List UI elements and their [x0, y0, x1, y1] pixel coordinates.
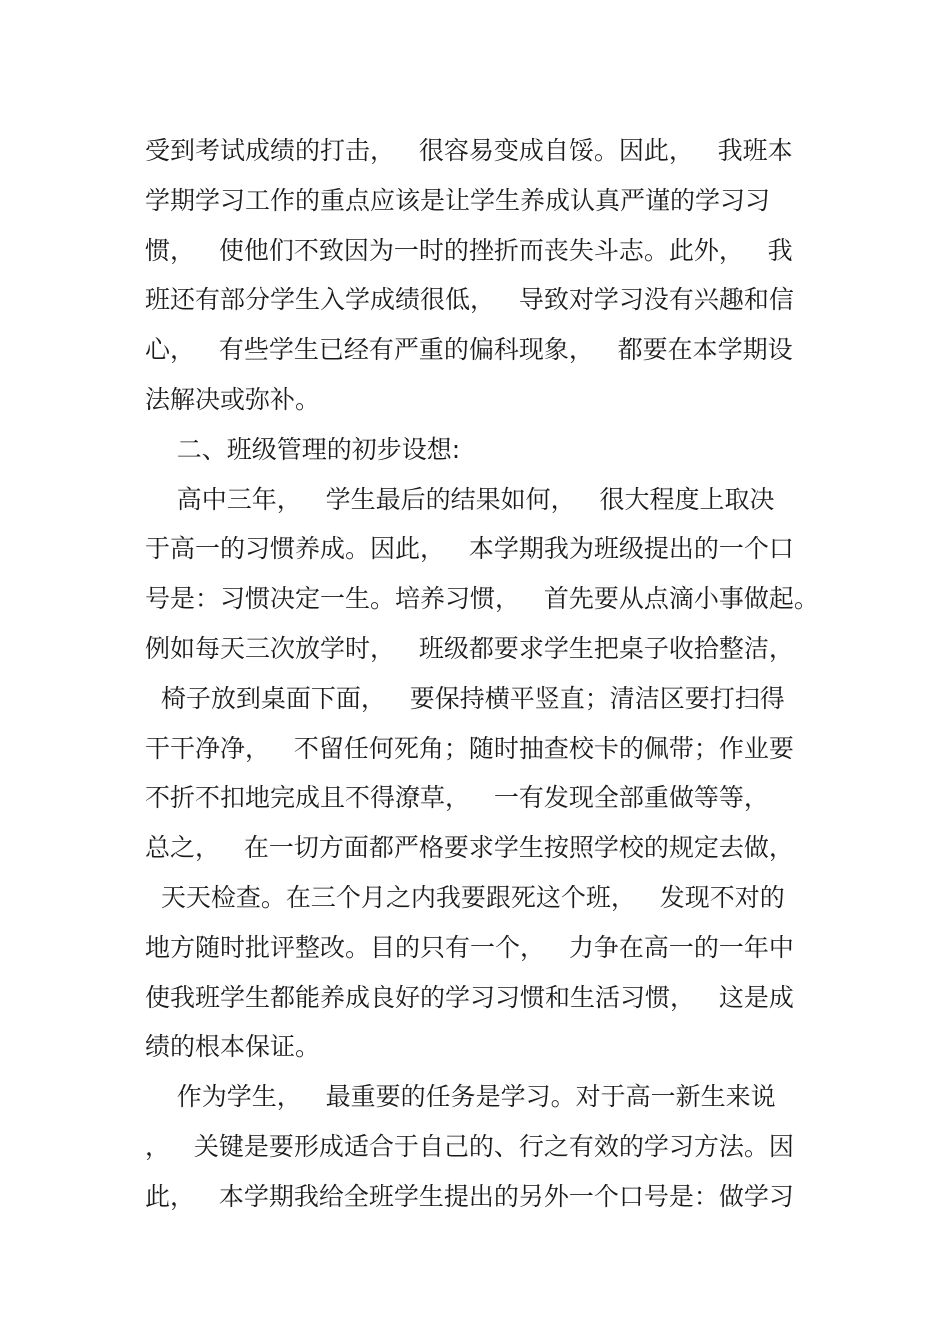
text-line: 天天检查。在三个月之内我要跟死这个班， 发现不对的	[145, 882, 785, 912]
text-line: 此， 本学期我给全班学生提出的另外一个口号是：做学习	[145, 1181, 794, 1211]
document-body	[145, 126, 825, 1222]
text-line: 心， 有些学生已经有严重的偏科现象， 都要在本学期设	[145, 335, 793, 365]
text-line: 总之， 在一切方面都严格要求学生按照学校的规定去做，	[145, 833, 794, 863]
text-line: 干干净净， 不留任何死角；随时抽查校卡的佩带；作业要	[145, 733, 794, 763]
text-line: 法解决或弥补。	[145, 384, 321, 414]
text-line: 例如每天三次放学时， 班级都要求学生把桌子收拾整洁，	[145, 633, 794, 663]
text-line: 绩的根本保证。	[145, 1032, 321, 1062]
text-line: 使我班学生都能养成良好的学习习惯和生活习惯， 这是成	[145, 982, 794, 1012]
text-line: 不折不扣地完成且不得潦草， 一有发现全部重做等等，	[145, 783, 769, 813]
text-line: 惯， 使他们不致因为一时的挫折而丧失斗志。此外， 我	[145, 235, 793, 265]
text-line: 椅子放到桌面下面， 要保持横平竖直；清洁区要打扫得	[145, 683, 785, 713]
text-line: 作为学生， 最重要的任务是学习。对于高一新生来说	[145, 1082, 776, 1112]
text-line: 班还有部分学生入学成绩很低， 导致对学习没有兴趣和信	[145, 285, 794, 315]
text-line: 受到考试成绩的打击， 很容易变成自馁。因此， 我班本	[145, 136, 793, 165]
section-heading: 二、班级管理的初步设想:	[145, 434, 461, 464]
text-line: 学期学习工作的重点应该是让学生养成认真严谨的学习习	[145, 185, 771, 215]
text-line: ， 关键是要形成适合于自己的、行之有效的学习方法。因	[145, 1131, 794, 1161]
text-line: 高中三年， 学生最后的结果如何， 很大程度上取决	[145, 484, 775, 514]
text-line: 号是：习惯决定一生。培养习惯， 首先要从点滴小事做起。	[145, 584, 819, 614]
text-line: 地方随时批评整改。目的只有一个， 力争在高一的一年中	[145, 932, 794, 962]
text-line: 于高一的习惯养成。因此， 本学期我为班级提出的一个口	[145, 534, 794, 564]
